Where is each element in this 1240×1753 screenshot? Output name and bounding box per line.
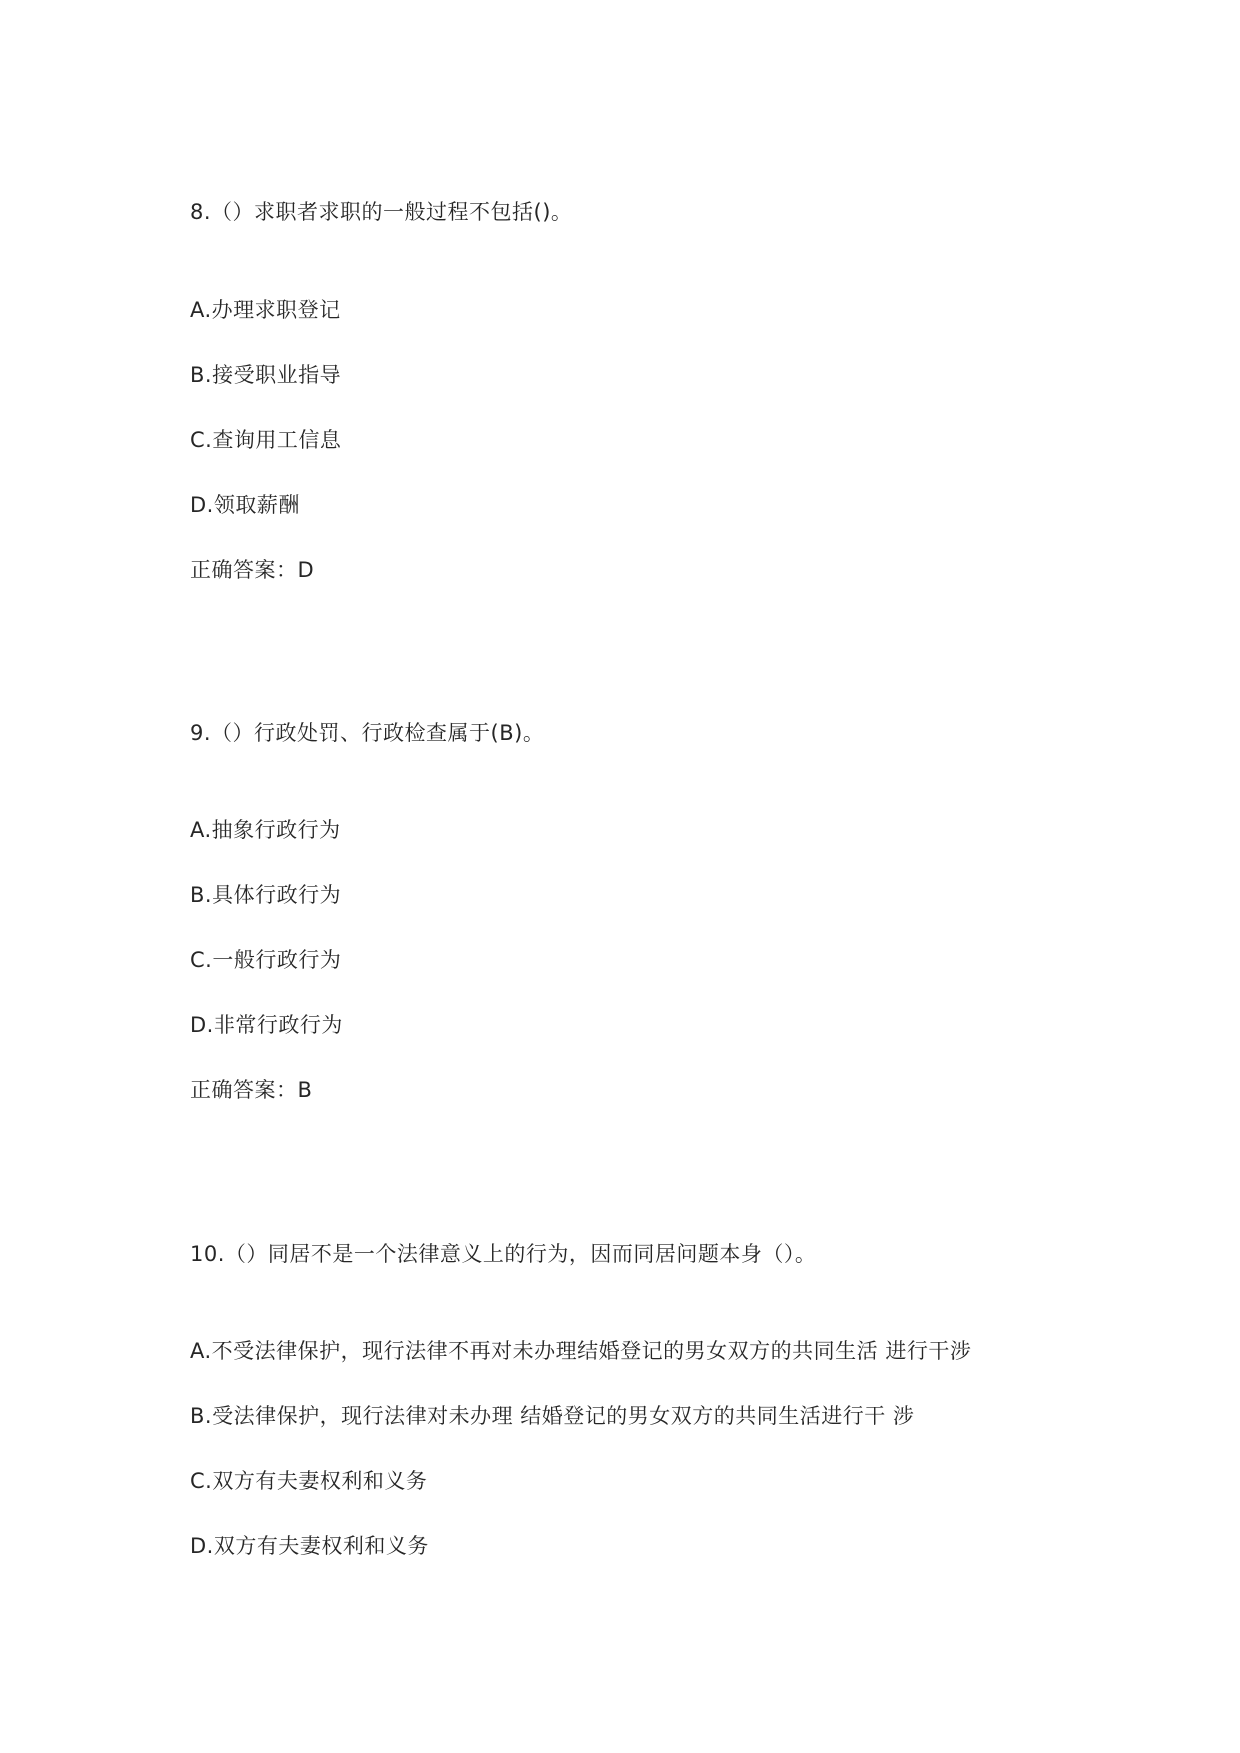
question-10-option-a: A.不受法律保护，现行法律不再对未办理结婚登记的男女双方的共同生活 进行干涉 bbox=[190, 1339, 972, 1363]
question-8-option-c: C.查询用工信息 bbox=[190, 428, 342, 452]
question-8-option-d: D.领取薪酬 bbox=[190, 493, 300, 517]
question-10-stem: 10.（）同居不是一个法律意义上的行为，因而同居问题本身（）。 bbox=[190, 1242, 817, 1266]
question-9-stem: 9.（）行政处罚、行政检查属于(B)。 bbox=[190, 721, 545, 745]
question-8-answer: 正确答案：D bbox=[190, 558, 315, 582]
question-9-answer: 正确答案：B bbox=[190, 1078, 313, 1102]
question-8-option-b: B.接受职业指导 bbox=[190, 363, 342, 387]
question-10-option-b: B.受法律保护，现行法律对未办理 结婚登记的男女双方的共同生活进行干 涉 bbox=[190, 1404, 915, 1428]
question-10-option-d: D.双方有夫妻权利和义务 bbox=[190, 1534, 429, 1558]
question-8-option-a: A.办理求职登记 bbox=[190, 298, 341, 322]
question-9-option-c: C.一般行政行为 bbox=[190, 948, 342, 972]
question-8-stem: 8.（）求职者求职的一般过程不包括()。 bbox=[190, 200, 573, 224]
question-10-option-c: C.双方有夫妻权利和义务 bbox=[190, 1469, 428, 1493]
question-9-option-b: B.具体行政行为 bbox=[190, 883, 342, 907]
question-9-option-a: A.抽象行政行为 bbox=[190, 818, 341, 842]
question-9-option-d: D.非常行政行为 bbox=[190, 1013, 343, 1037]
